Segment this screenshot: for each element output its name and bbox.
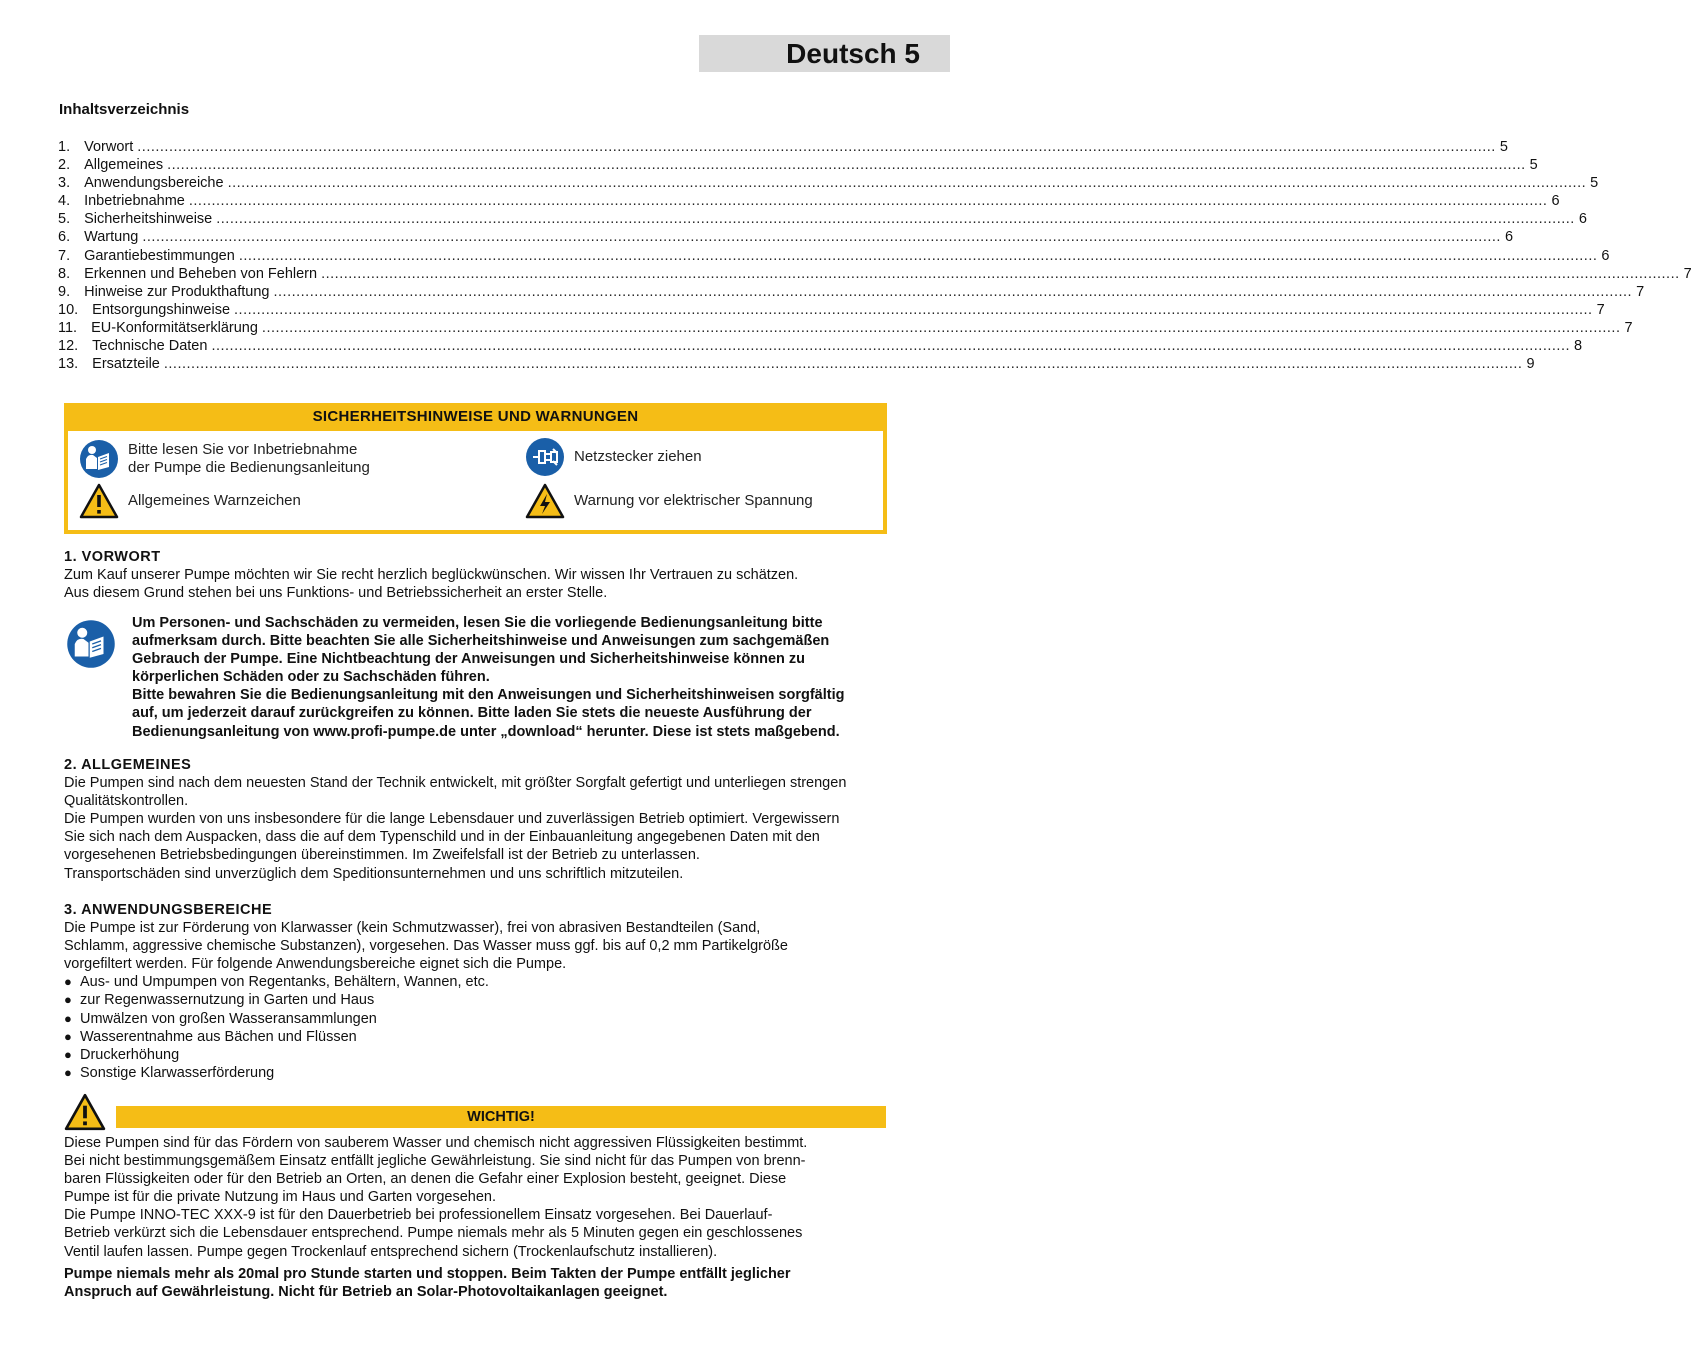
toc-leader: ............................................................................................................................................................................................................................................................................................................	[142, 229, 1501, 246]
page-label: Deutsch 5	[699, 35, 950, 72]
application-list	[64, 973, 887, 1082]
paragraph: Zum Kauf unserer Pumpe möchten wir Sie recht herzlich beglückwünschen. Wir wissen Ihr Vertrauen zu schätzen.	[64, 567, 799, 584]
bullet-icon: ●	[64, 1064, 72, 1080]
toc-page: 5	[1529, 157, 1538, 174]
toc-item[interactable]	[58, 156, 1538, 174]
safety-notice: Um Personen- und Sachschäden zu vermeiden, lesen Sie die vorliegende Bedienungsanleitung bitte aufmerksam durch. Bitte beachten Sie alle Sicherheitshinweise und Anweisungen zum sachgemäßen Gebrauch der Pumpe. Eine Nichtbeachtung der Anweisungen und Sicherheitshinweise können zu körperlichen Schäden oder zu Sachschäden führen. Bitte bewahren Sie die Bedienungsanleitung mit den Anweisungen und Sicherheitshinweisen sorgfältig auf, um jederzeit darauf zurückgreifen zu können. Bitte laden Sie stets die neueste Ausführung der Bedienungsanleitung von www.profi-pumpe.de unter „download“ herunter. Diese ist stets maßgebend.	[132, 615, 845, 740]
toc-number: 11.	[58, 319, 78, 336]
toc-page: 7	[1683, 265, 1692, 282]
toc-item[interactable]	[58, 265, 1692, 283]
read-manual-icon	[66, 619, 116, 669]
list-item	[64, 1046, 887, 1064]
bullet-icon: ●	[64, 974, 72, 990]
toc-title: Anwendungsbereiche	[84, 175, 224, 192]
toc-page: 6	[1578, 211, 1587, 228]
section-heading: 3. ANWENDUNGSBEREICHE	[64, 902, 273, 918]
toc-heading: Inhaltsverzeichnis	[59, 101, 190, 118]
electric-warning-label: Warnung vor elektrischer Spannung	[574, 492, 813, 509]
toc-title: Entsorgungshinweise	[92, 301, 231, 318]
toc-leader: ............................................................................................................................................................................................................................................................................................................	[137, 139, 1496, 155]
toc-leader: ............................................................................................................................................................................................................................................................................................................	[216, 211, 1575, 228]
warning-icon	[64, 1093, 106, 1131]
toc-leader: ............................................................................................................................................................................................................................................................................................................	[167, 157, 1526, 174]
electric-warning-icon	[525, 483, 565, 519]
electric-warning-item	[525, 483, 813, 519]
list-item-text: Sonstige Klarwasserförderung	[80, 1064, 275, 1081]
toc-title: Allgemeines	[84, 157, 164, 174]
toc-item[interactable]	[58, 192, 1560, 210]
important-text: Diese Pumpen sind für das Fördern von sauberem Wasser und chemisch nicht aggressiven Flüssigkeiten bestimmt. Bei nicht bestimmungsgemäßem Einsatz entfällt jegliche Gewährleistung. Sie sind nicht für das Pumpen von brenn- baren Flüssigkeiten oder für den Betrieb an Orten, an denen die Gefahr einer Explosion besteht, geeignet. Diese Pumpe ist für die private Nutzung im Haus und Garten vorgesehen. Die Pumpe INNO-TEC XXX-9 ist für den Dauerbetrieb bei professionellem Einsatz vorgesehen. Bei Dauerlauf- Betrieb verkürzt sich die Lebensdauer entsprechend. Pumpe niemals mehr als 5 Minuten gegen ein geschlossenes Ventil laufen lassen. Pumpe gegen Trockenlauf entsprechend sichern (Trockenlaufschutz installieren). Pumpe niemals mehr als 20mal pro Stunde starten und stoppen. Beim Takten der Pumpe entfällt jeglicher Anspruch auf Gewährleistung. Nicht für Betrieb an Solar-Photovoltaikanlagen geeignet.	[64, 1135, 808, 1300]
section-vorwort	[64, 548, 887, 602]
list-item-text: Aus- und Umpumpen von Regentanks, Behältern, Wannen, etc.	[80, 974, 489, 991]
toc-item[interactable]	[58, 355, 1535, 373]
section-anwendungsbereiche: 3. ANWENDUNGSBEREICHE Die Pumpe ist zur Förderung von Klarwasser (kein Schmutzwasser), frei von abrasiven Bestandteilen (Sand, Schlamm, aggressive chemische Substanzen), vorgesehen. Das Wasser muss ggf. bis auf 0,2 mm Partikelgröße vorgefiltert werden. Für folgende Anwendungsbereiche eignet sich die Pumpe. ● Aus- und Umpumpen von Regentanks, Behältern, Wannen, etc. ● zur Regenwassernutzung in Garten und Haus ● Umwälzen von großen Wasseransammlungen ● Wasserentnahme aus Bächen und Flüssen ● Druckerhöhung ● Sonstige Klarwasserförderung	[64, 901, 887, 1082]
toc-item[interactable]	[58, 247, 1610, 265]
section-heading: 1. VORWORT	[64, 549, 161, 565]
toc-title: Erkennen und Beheben von Fehlern	[84, 265, 318, 282]
safety-title: SICHERHEITSHINWEISE UND WARNUNGEN	[312, 408, 639, 425]
toc-number: 2.	[58, 157, 71, 174]
toc-item[interactable]	[58, 337, 1583, 355]
unplug-item	[525, 437, 702, 477]
toc-leader: ............................................................................................................................................................................................................................................................................................................	[238, 247, 1598, 264]
toc-number: 4.	[58, 193, 71, 210]
toc-title: Wartung	[84, 229, 139, 246]
read-manual-line1: Bitte lesen Sie vor Inbetriebnahme	[128, 441, 358, 458]
toc-leader: ............................................................................................................................................................................................................................................................................................................	[321, 265, 1680, 282]
unplug-icon	[525, 437, 565, 477]
list-item	[64, 1010, 887, 1028]
list-item	[64, 1064, 887, 1082]
toc-page: 6	[1601, 247, 1610, 264]
list-item	[64, 1028, 887, 1046]
toc-leader: ............................................................................................................................................................................................................................................................................................................	[188, 193, 1548, 210]
toc-number: 10.	[58, 301, 79, 318]
toc-leader: ............................................................................................................................................................................................................................................................................................................	[211, 338, 1571, 355]
toc-leader: ............................................................................................................................................................................................................................................................................................................	[273, 283, 1633, 300]
toc-title: Technische Daten	[92, 338, 208, 355]
toc-leader: ............................................................................................................................................................................................................................................................................................................	[234, 301, 1593, 318]
bullet-icon: ●	[64, 1028, 72, 1044]
toc-title: Hinweise zur Produkthaftung	[84, 283, 270, 300]
toc-number: 5.	[58, 211, 71, 228]
toc-leader: ............................................................................................................................................................................................................................................................................................................	[261, 319, 1621, 336]
toc-page: 7	[1636, 283, 1645, 300]
toc-item[interactable]	[58, 228, 1514, 246]
table-of-contents	[58, 138, 1692, 373]
toc-page: 7	[1624, 319, 1633, 336]
read-manual-icon	[79, 439, 119, 479]
important-label: WICHTIG!	[116, 1106, 886, 1128]
toc-item[interactable]	[58, 283, 1645, 301]
list-item-text: Wasserentnahme aus Bächen und Flüssen	[80, 1028, 357, 1045]
toc-title: Garantiebestimmungen	[84, 247, 235, 264]
bullet-icon: ●	[64, 992, 72, 1008]
toc-title: Sicherheitshinweise	[84, 211, 213, 228]
toc-page: 5	[1590, 175, 1599, 192]
toc-leader: ............................................................................................................................................................................................................................................................................................................	[227, 175, 1587, 192]
paragraph: Aus diesem Grund stehen bei uns Funktions- und Betriebssicherheit an erster Stelle.	[64, 585, 608, 602]
list-item-text: Druckerhöhung	[80, 1046, 180, 1063]
toc-number: 3.	[58, 175, 71, 192]
toc-title: Ersatzteile	[92, 356, 160, 373]
unplug-label: Netzstecker ziehen	[574, 448, 702, 465]
safety-box	[64, 403, 887, 534]
toc-number: 8.	[58, 265, 71, 282]
toc-page: 5	[1499, 139, 1508, 155]
toc-number: 6.	[58, 229, 71, 246]
toc-page: 9	[1526, 356, 1535, 373]
list-item	[64, 991, 887, 1009]
toc-item[interactable]	[58, 138, 1508, 156]
list-item-text: Umwälzen von großen Wasseransammlungen	[80, 1010, 377, 1027]
safety-symbols	[68, 431, 883, 530]
section-allgemeines: 2. ALLGEMEINES Die Pumpen sind nach dem neuesten Stand der Technik entwickelt, mit größter Sorgfalt gefertigt und unterliegen strengen Qualitätskontrollen. Die Pumpen wurden von uns insbesondere für die lange Lebensdauer und zuverlässigen Betrieb optimiert. Vergewissern Sie sich nach dem Auspacken, dass die auf dem Typenschild und in der Einbauanleitung angegebenen Daten mit den vorgesehenen Betriebsbedingungen übereinstimmen. Im Zweifelsfall ist der Betrieb zu unterlassen. Transportschäden sind unverzüglich dem Speditionsunternehmen und uns schriftlich mitzuteilen.	[64, 756, 887, 883]
toc-item[interactable]	[58, 174, 1599, 192]
toc-page: 6	[1551, 193, 1560, 210]
read-manual-line2: der Pumpe die Bedienungsanleitung	[128, 459, 370, 476]
bullet-icon: ●	[64, 1010, 72, 1026]
toc-number: 9.	[58, 283, 71, 300]
toc-number: 13.	[58, 356, 79, 373]
toc-number: 7.	[58, 247, 71, 264]
toc-page: 8	[1574, 338, 1583, 355]
toc-item[interactable]	[58, 301, 1605, 319]
toc-number: 1.	[58, 139, 71, 155]
warning-icon	[79, 483, 119, 519]
toc-page: 6	[1504, 229, 1514, 246]
general-warning-label: Allgemeines Warnzeichen	[128, 492, 301, 509]
toc-number: 12.	[58, 338, 79, 355]
list-item	[64, 973, 887, 991]
list-item-text: zur Regenwassernutzung in Garten und Haus	[80, 992, 375, 1009]
section-heading: 2. ALLGEMEINES	[64, 757, 192, 773]
toc-leader: ............................................................................................................................................................................................................................................................................................................	[163, 356, 1523, 373]
toc-title: EU-Konformitätserklärung	[91, 319, 258, 336]
bullet-icon: ●	[64, 1046, 72, 1062]
toc-item[interactable]	[58, 319, 1633, 337]
toc-title: Vorwort	[84, 139, 134, 155]
toc-title: Inbetriebnahme	[84, 193, 185, 210]
toc-page: 7	[1596, 301, 1605, 318]
toc-item[interactable]	[58, 210, 1587, 228]
read-manual-item	[79, 439, 370, 479]
general-warning-item	[79, 483, 301, 519]
